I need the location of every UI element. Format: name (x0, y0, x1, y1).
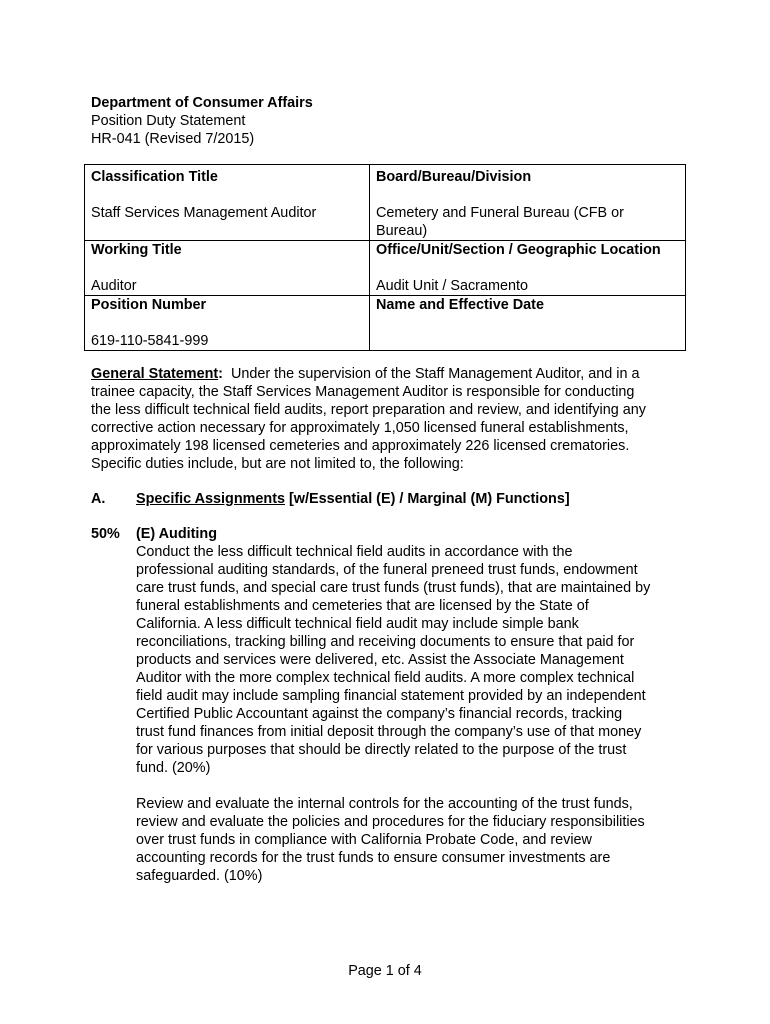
duty-auditing (136, 525, 650, 885)
specific-assignments-heading: Specific Assignments (136, 491, 286, 507)
duty-line: over trust funds in compliance with California Probate Code, and review (136, 832, 592, 848)
table-row (85, 165, 686, 241)
page-number: Page 1 of 4 (348, 963, 422, 979)
duty-line: reconciliations, tracking billing and receiving documents to ensure that paid for (136, 634, 635, 650)
duty-line: care trust funds, and special care trust funds (trust funds), that are maintained by (136, 580, 651, 596)
working-title-value: Auditor (91, 278, 137, 294)
name-effective-date-cell (370, 296, 686, 351)
position-number-label: Position Number (91, 297, 207, 313)
position-number-cell (85, 296, 370, 351)
duty-title: (E) Auditing (136, 526, 217, 542)
department-name: Department of Consumer Affairs (91, 95, 313, 111)
document-header (91, 94, 313, 148)
general-statement-line: approximately 198 licensed cemeteries and approximately 226 licensed crematories. (91, 438, 630, 454)
board-division-label: Board/Bureau/Division (376, 169, 532, 185)
general-statement-heading: General Statement (91, 366, 219, 382)
board-division-value-line2: Bureau) (376, 223, 428, 239)
duty-line: accounting records for the trust funds to ensure consumer investments are (136, 850, 611, 866)
name-effective-date-label: Name and Effective Date (376, 297, 544, 313)
table-row (85, 296, 686, 351)
office-location-value: Audit Unit / Sacramento (376, 278, 528, 294)
duty-line: fund. (20%) (136, 760, 211, 776)
office-location-cell (370, 241, 686, 296)
board-division-cell (370, 165, 686, 241)
duty-line: safeguarded. (10%) (136, 868, 263, 884)
duty-percent: 50% (91, 526, 120, 542)
section-letter: A. (91, 491, 106, 507)
board-division-value-line1: Cemetery and Funeral Bureau (CFB or (376, 205, 624, 221)
duty-line: for various purposes that should be directly related to the purpose of the trust (136, 742, 627, 758)
document-title: Position Duty Statement (91, 113, 246, 129)
duty-line: Auditor with the more complex technical field audits. A more complex technical (136, 670, 635, 686)
duty-line: trust fund finances from initial deposit through the company’s use of that money (136, 724, 642, 740)
functions-subheading: [w/Essential (E) / Marginal (M) Functions] (285, 491, 570, 507)
position-number-value: 619-110-5841-999 (91, 333, 209, 349)
form-number: HR-041 (Revised 7/2015) (91, 131, 255, 147)
general-statement (91, 365, 691, 473)
general-statement-line: the less difficult technical field audits, report preparation and review, and identifying any (91, 402, 646, 418)
duty-line: Certified Public Accountant against the company’s financial records, tracking (136, 706, 623, 722)
working-title-label: Working Title (91, 242, 182, 258)
duty-line: products and services were delivered, etc. Assist the Associate Management (136, 652, 624, 668)
working-title-cell (85, 241, 370, 296)
duty-line: field audit may include sampling financial statement provided by an independent (136, 688, 646, 704)
position-info-table (84, 164, 686, 351)
duty-line: Review and evaluate the internal controls for the accounting of the trust funds, (136, 796, 633, 812)
duty-line: review and evaluate the policies and procedures for the fiduciary responsibilities (136, 814, 645, 830)
general-statement-line: Specific duties include, but are not limited to, the following: (91, 456, 464, 472)
duty-line: funeral establishments and cemeteries that are licensed by the State of (136, 598, 589, 614)
name-effective-date-value (376, 332, 679, 350)
general-statement-line: trainee capacity, the Staff Services Management Auditor is responsible for conducting (91, 384, 635, 400)
duty-line: California. A less difficult technical field audit may include simple bank (136, 616, 579, 632)
section-a-heading (91, 490, 570, 508)
general-statement-line: General Statement: Under the supervision of the Staff Management Auditor, and in a (91, 366, 640, 382)
classification-title-cell (85, 165, 370, 241)
duty-line: professional auditing standards, of the funeral preneed trust funds, endowment (136, 562, 638, 578)
duty-line: Conduct the less difficult technical field audits in accordance with the (136, 544, 573, 560)
classification-title-label: Classification Title (91, 169, 218, 185)
classification-title-value: Staff Services Management Auditor (91, 205, 317, 221)
general-statement-line: corrective action necessary for approximately 1,050 licensed funeral establishments, (91, 420, 629, 436)
table-row (85, 241, 686, 296)
office-location-label: Office/Unit/Section / Geographic Location (376, 242, 661, 258)
